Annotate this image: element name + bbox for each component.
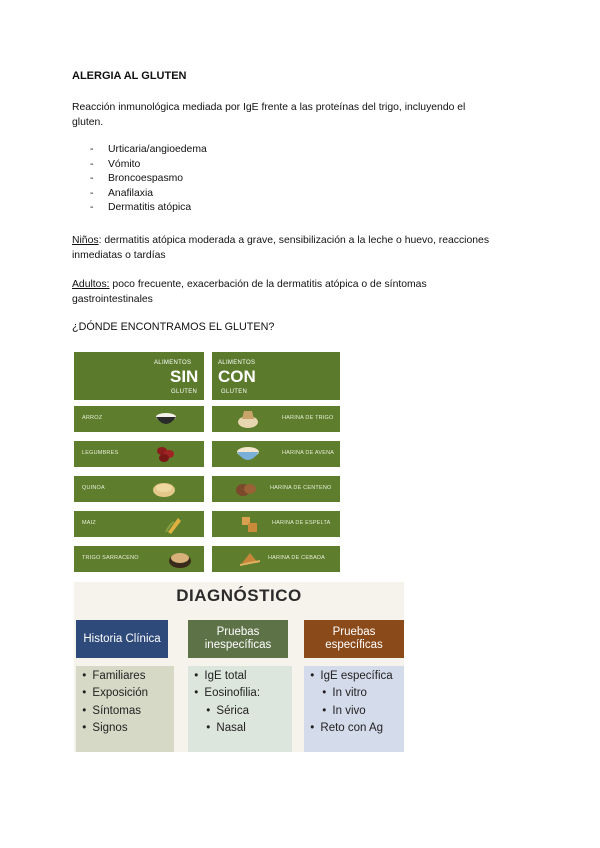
food-row: MAIZ <box>74 511 204 537</box>
historia-clinica-header: Historia Clínica <box>76 620 168 658</box>
list-item: • In vitro <box>322 687 367 700</box>
pruebas-especificas-header: Pruebas específicas <box>304 620 404 658</box>
adultos-label: Adultos: <box>72 279 110 290</box>
wheat-flour-icon <box>236 409 260 429</box>
sin-gluten-header: ALIMENTOS SIN GLUTEN <box>74 352 204 400</box>
food-row: LEGUMBRES <box>74 441 204 467</box>
list-item: • Reto con Ag <box>310 722 384 735</box>
section-question: ¿DÓNDE ENCONTRAMOS EL GLUTEN? <box>72 321 275 333</box>
historia-clinica-list <box>76 666 174 752</box>
list-item: • Nasal <box>206 722 246 735</box>
list-item: - Broncoespasmo <box>90 173 184 185</box>
pruebas-inespecificas-header: Pruebas inespecíficas <box>188 620 288 658</box>
barley-flour-icon <box>238 549 262 569</box>
pruebas-especificas-list <box>304 666 404 752</box>
symptom-list <box>90 144 207 217</box>
list-item: • Eosinofilia: <box>194 687 261 700</box>
list-item: • IgE específica <box>310 670 393 682</box>
intro-paragraph <box>72 100 532 130</box>
list-item: • In vivo <box>322 704 366 717</box>
food-row: TRIGO SARRACENO <box>74 546 204 572</box>
ninos-paragraph: Niños: dermatitis atópica moderada a grave, sensibilización a la leche o huevo, reacciones inmediatas o tardías <box>72 235 490 261</box>
food-row: ARROZ <box>74 406 204 432</box>
intro-line: gluten. <box>72 117 104 128</box>
document-title: ALERGIA AL GLUTEN <box>72 70 187 82</box>
beans-icon <box>154 444 178 464</box>
gluten-foods-table <box>74 352 340 578</box>
oat-flour-icon <box>236 444 260 464</box>
buckwheat-icon <box>168 549 192 569</box>
list-item: • Signos <box>82 722 128 735</box>
adultos-paragraph: Adultos: poco frecuente, exacerbación de la dermatitis atópica o de síntomas gastrointestinales <box>72 279 427 305</box>
food-row: HARINA DE AVENA <box>212 441 340 467</box>
corn-icon <box>162 514 186 534</box>
food-row: HARINA DE CEBADA <box>212 546 340 572</box>
spelt-flour-icon <box>238 514 262 534</box>
diagnostico-diagram <box>74 582 404 752</box>
rye-flour-icon <box>234 479 258 499</box>
con-gluten-header: ALIMENTOS CON GLUTEN <box>212 352 340 400</box>
pruebas-inespecificas-list <box>188 666 292 752</box>
intro-line: Reacción inmunológica mediada por IgE frente a las proteínas del trigo, incluyendo el <box>72 102 466 113</box>
list-item: • Familiares <box>82 670 146 682</box>
quinoa-icon <box>152 479 176 499</box>
food-row: QUINOA <box>74 476 204 502</box>
rice-bowl-icon <box>154 409 178 429</box>
list-item: - Vómito <box>90 158 141 170</box>
list-item: - Urticaria/angioedema <box>90 144 207 155</box>
list-item: • IgE total <box>194 670 247 682</box>
list-item: - Anafilaxia <box>90 187 154 199</box>
food-row: HARINA DE ESPELTA <box>212 511 340 537</box>
list-item: - Dermatitis atópica <box>90 202 192 214</box>
food-row: HARINA DE CENTENO <box>212 476 340 502</box>
list-item: • Sérica <box>206 704 250 717</box>
diagnostico-title: DIAGNÓSTICO <box>176 586 302 605</box>
ninos-label: Niños <box>72 235 99 246</box>
food-row: HARINA DE TRIGO <box>212 406 340 432</box>
list-item: • Síntomas <box>82 704 141 717</box>
list-item: • Exposición <box>82 687 149 700</box>
